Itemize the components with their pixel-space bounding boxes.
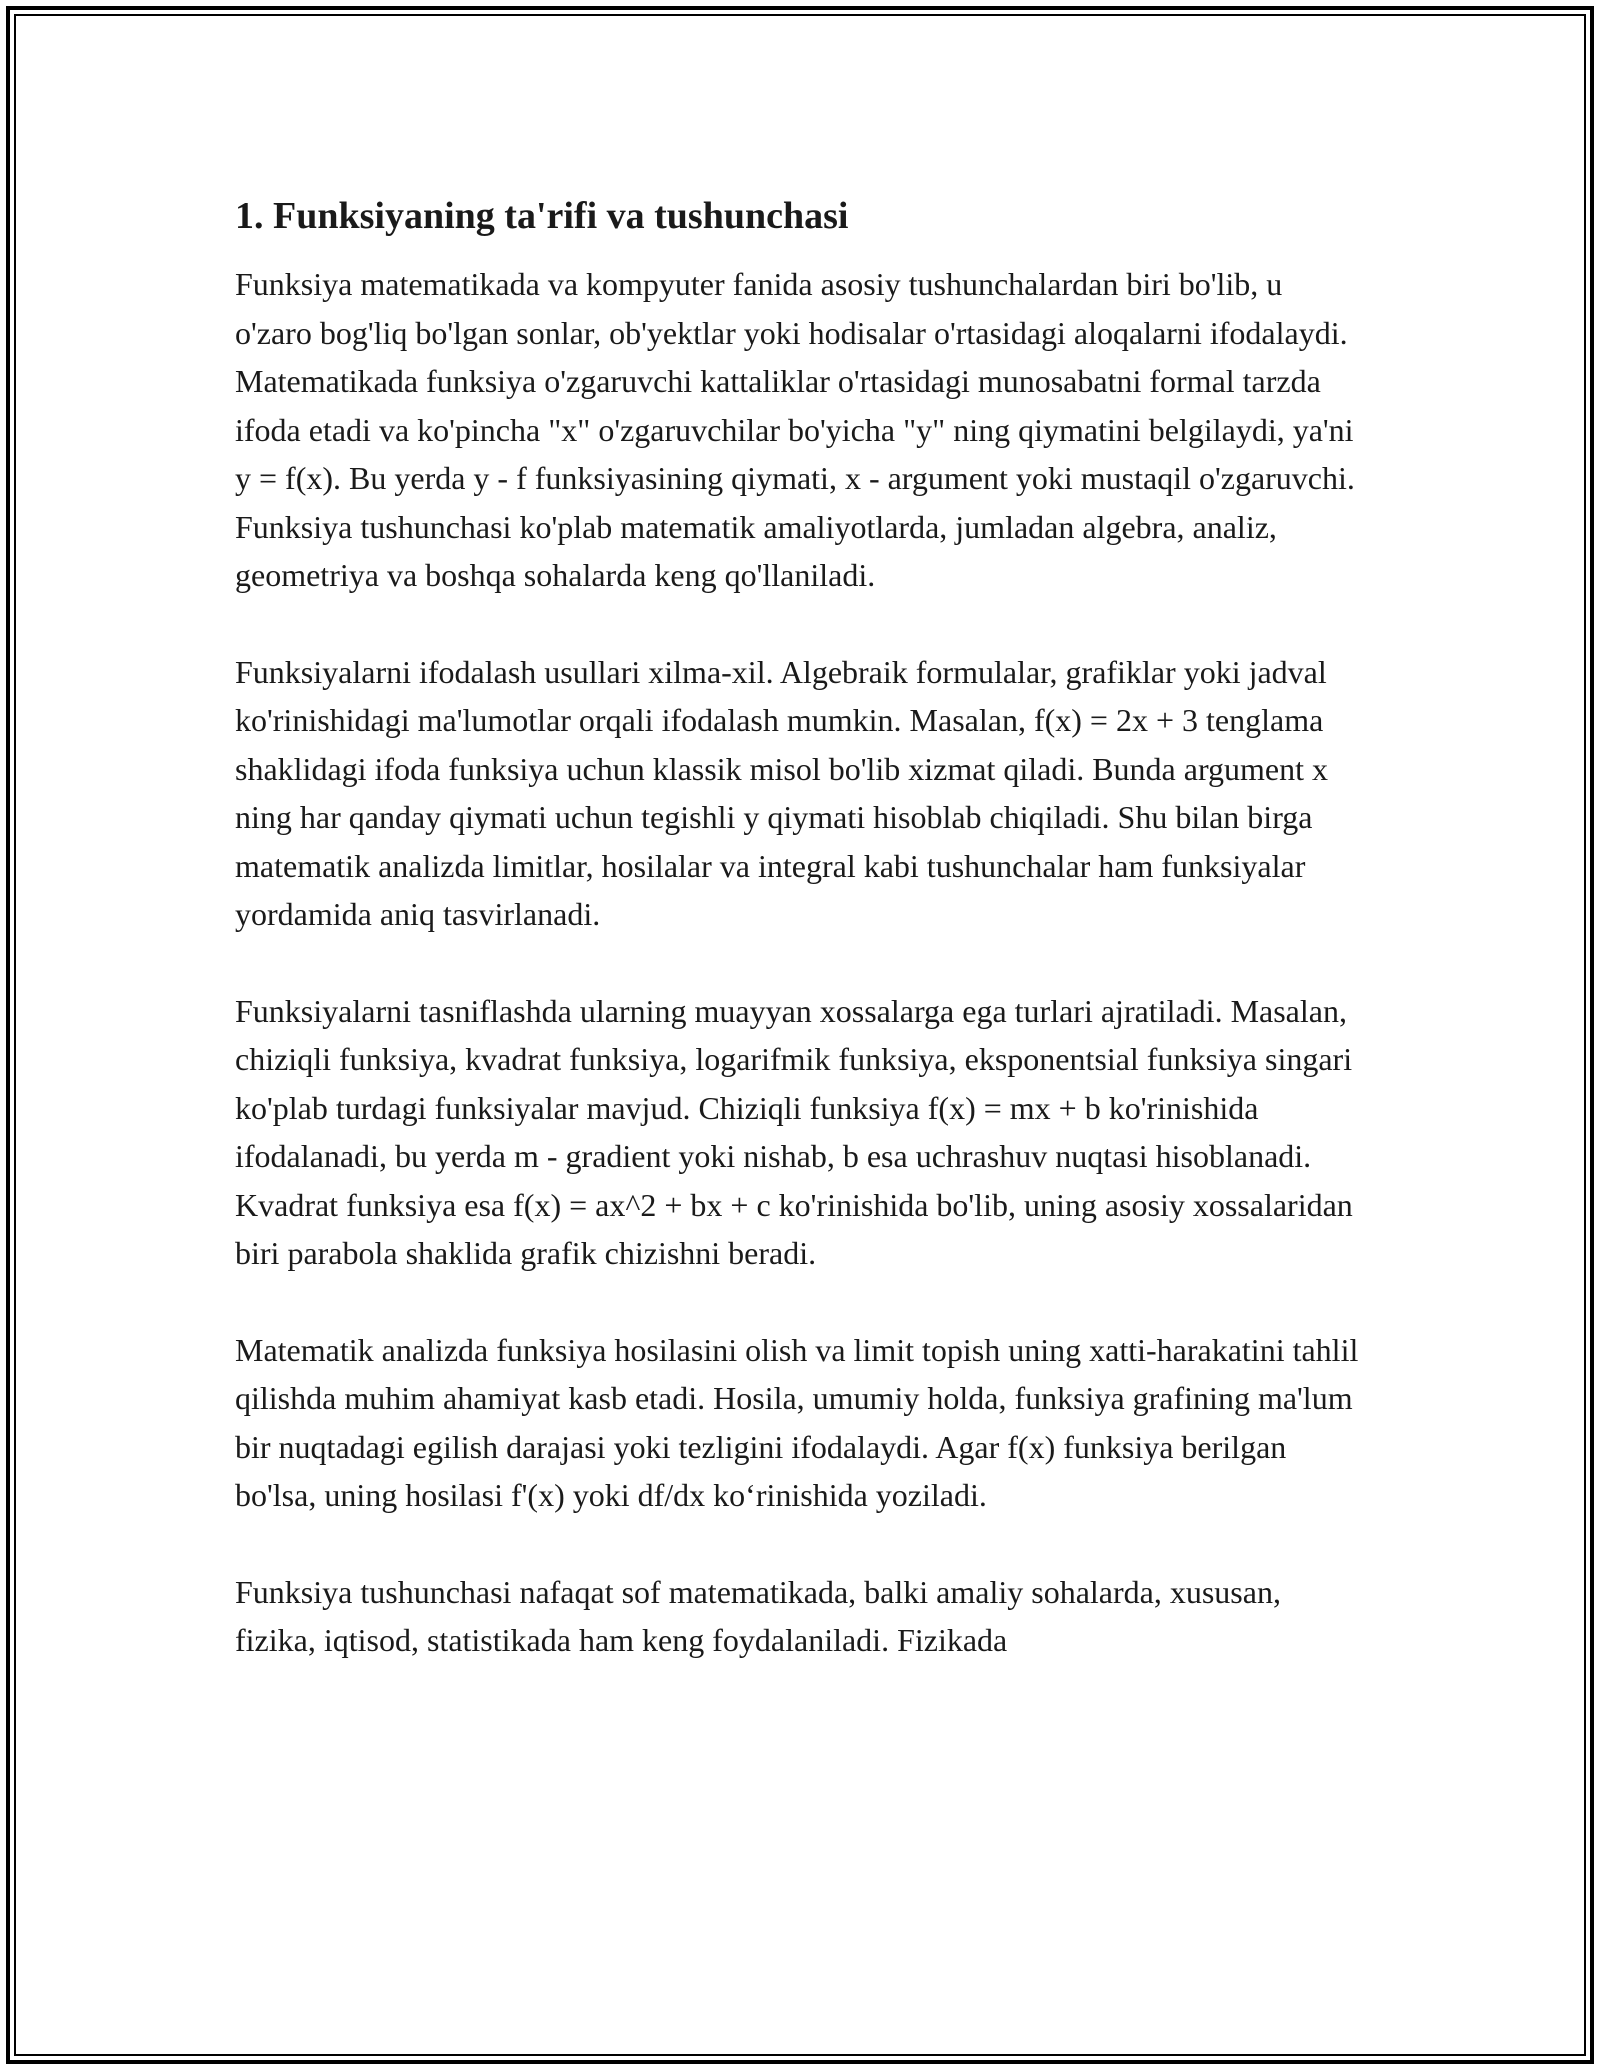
document-body [235,188,1365,1713]
paragraph-applications: Funksiya tushunchasi nafaqat sof matematikada, balki amaliy sohalarda, xususan, fizika, iqtisod, statistikada ham keng foydalaniladi. Fizikada [235,1573,1281,1658]
paragraph-representation: Funksiyalarni ifodalash usullari xilma-xil. Algebraik formulalar, grafiklar yoki jadval ko'rinishidagi ma'lumotlar orqali ifodalash mumkin. Masalan, f(x) = 2x + 3 tenglama shaklidagi ifoda funksiya uchun klassik misol bo'lib xizmat qiladi. Bunda argument x ning har qanday qiymati uchun tegishli y qiymati hisoblab chiqiladi. Shu bilan birga matematik analizda limitlar, hosilalar va integral kabi tushunchalar ham funksiyalar yordamida aniq tasvirlanadi. [235,653,1329,932]
paragraph-derivative: Matematik analizda funksiya hosilasini olish va limit topish uning xatti-harakatini tahlil qilishda muhim ahamiyat kasb etadi. Hosila, umumiy holda, funksiya grafining ma'lum bir nuqtadagi egilish darajasi yoki tezligini ifodalaydi. Agar f(x) funksiya berilgan bo'lsa, uning hosilasi f'(x) yoki df/dx ko‘rinishida yoziladi. [235,1331,1359,1513]
paragraph-classification: Funksiyalarni tasniflashda ularning muayyan xossalarga ega turlari ajratiladi. Masalan, chiziqli funksiya, kvadrat funksiya, logarifmik funksiya, eksponentsial funksiya singari ko'plab turdagi funksiyalar mavjud. Chiziqli funksiya f(x) = mx + b ko'rinishida ifodalanadi, bu yerda m - gradient yoki nishab, b esa uchrashuv nuqtasi hisoblanadi. Kvadrat funksiya esa f(x) = ax^2 + bx + c ko'rinishida bo'lib, uning asosiy xossalaridan biri parabola shaklida grafik chizishni beradi. [235,992,1353,1271]
paragraph-definition: Funksiya matematikada va kompyuter fanida asosiy tushunchalardan biri bo'lib, u o'zaro bog'liq bo'lgan sonlar, ob'yektlar yoki hodisalar o'rtasidagi aloqalarni ifodalaydi. Matematikada funksiya o'zgaruvchi kattaliklar o'rtasidagi munosabatni formal tarzda ifoda etadi va ko'pincha "x" o'zgaruvchilar bo'yicha "y" ning qiymatini belgilaydi, ya'ni y = f(x). Bu yerda y - f funksiyasining qiymati, x - argument yoki mustaqil o'zgaruvchi. Funksiya tushunchasi ko'plab matematik amaliyotlarda, jumladan algebra, analiz, geometriya va boshqa sohalarda keng qo'llaniladi. [235,266,1355,593]
section-heading: 1. Funksiyaning ta'rifi va tushunchasi [235,195,849,237]
